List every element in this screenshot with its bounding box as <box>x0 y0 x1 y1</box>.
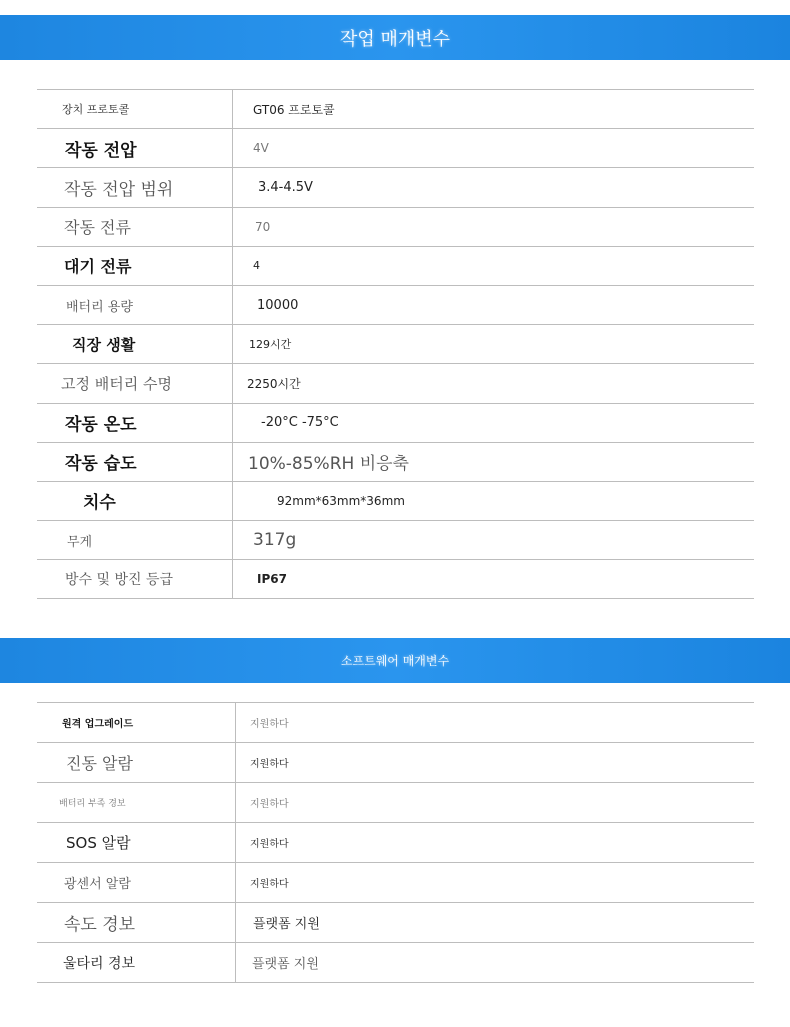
row-value: GT06 프로토콜 <box>253 102 335 117</box>
row-value: 지원하다 <box>250 719 289 730</box>
table-row <box>37 129 754 168</box>
row-value: 플랫폼 지원 <box>252 957 319 972</box>
row-value: 129시간 <box>249 338 292 352</box>
row-value: -20°C -75°C <box>261 415 339 431</box>
section-title: 소프트웨어 매개변수 <box>340 654 450 668</box>
row-label: 진동 알람 <box>37 743 236 782</box>
section-header-software-parameters <box>0 638 790 683</box>
software-parameters-table <box>37 702 754 983</box>
row-label: 작동 전류 <box>37 208 233 246</box>
table-row <box>37 783 754 823</box>
row-value: 317g <box>253 530 297 551</box>
row-label: 무게 <box>37 521 233 559</box>
row-label: SOS 알람 <box>37 823 236 862</box>
row-label: 치수 <box>37 482 233 520</box>
table-row <box>37 208 754 247</box>
row-label: 울타리 경보 <box>37 943 236 982</box>
table-row <box>37 90 754 129</box>
row-value: 3.4-4.5V <box>258 179 313 195</box>
row-label: 작동 온도 <box>37 404 233 442</box>
row-value: 92mm*63mm*36mm <box>277 493 405 508</box>
table-row <box>37 743 754 783</box>
section-header-work-parameters <box>0 15 790 60</box>
row-value: 지원하다 <box>250 799 289 810</box>
table-row <box>37 247 754 286</box>
row-label: 직장 생활 <box>37 325 233 363</box>
row-value: 4 <box>253 259 260 273</box>
row-value: 4V <box>253 141 269 156</box>
row-label: 원격 업그레이드 <box>37 703 236 742</box>
row-label: 대기 전류 <box>37 247 233 285</box>
table-row <box>37 168 754 207</box>
row-label: 고정 배터리 수명 <box>37 364 233 402</box>
row-label: 작동 전압 범위 <box>37 168 233 206</box>
table-row <box>37 823 754 863</box>
row-value: 지원하다 <box>250 759 289 770</box>
table-row <box>37 443 754 482</box>
row-value: 2250시간 <box>247 376 301 391</box>
row-label: 작동 습도 <box>37 443 233 481</box>
table-row <box>37 404 754 443</box>
table-row <box>37 521 754 560</box>
table-row <box>37 863 754 903</box>
table-row <box>37 943 754 983</box>
table-row <box>37 364 754 403</box>
table-row <box>37 560 754 599</box>
table-row <box>37 286 754 325</box>
row-value: 지원하다 <box>250 879 289 890</box>
row-label: 광센서 알람 <box>37 863 236 902</box>
table-row <box>37 325 754 364</box>
table-row <box>37 703 754 743</box>
row-value: 10000 <box>257 297 299 313</box>
row-label: 배터리 용량 <box>37 286 233 324</box>
section-title: 작업 매개변수 <box>339 28 451 50</box>
work-parameters-table <box>37 89 754 599</box>
row-value: 70 <box>255 219 271 234</box>
row-label: 속도 경보 <box>37 903 236 942</box>
row-label: 장치 프로토콜 <box>37 90 233 128</box>
row-value: 플랫폼 지원 <box>253 917 320 932</box>
table-row <box>37 482 754 521</box>
table-row <box>37 903 754 943</box>
row-value: IP67 <box>257 572 287 587</box>
row-label: 배터리 부족 경보 <box>37 783 236 822</box>
row-value: 10%-85%RH 비응축 <box>248 454 409 475</box>
row-value: 지원하다 <box>250 839 289 850</box>
row-label: 작동 전압 <box>37 129 233 167</box>
row-label: 방수 및 방진 등급 <box>37 560 233 598</box>
